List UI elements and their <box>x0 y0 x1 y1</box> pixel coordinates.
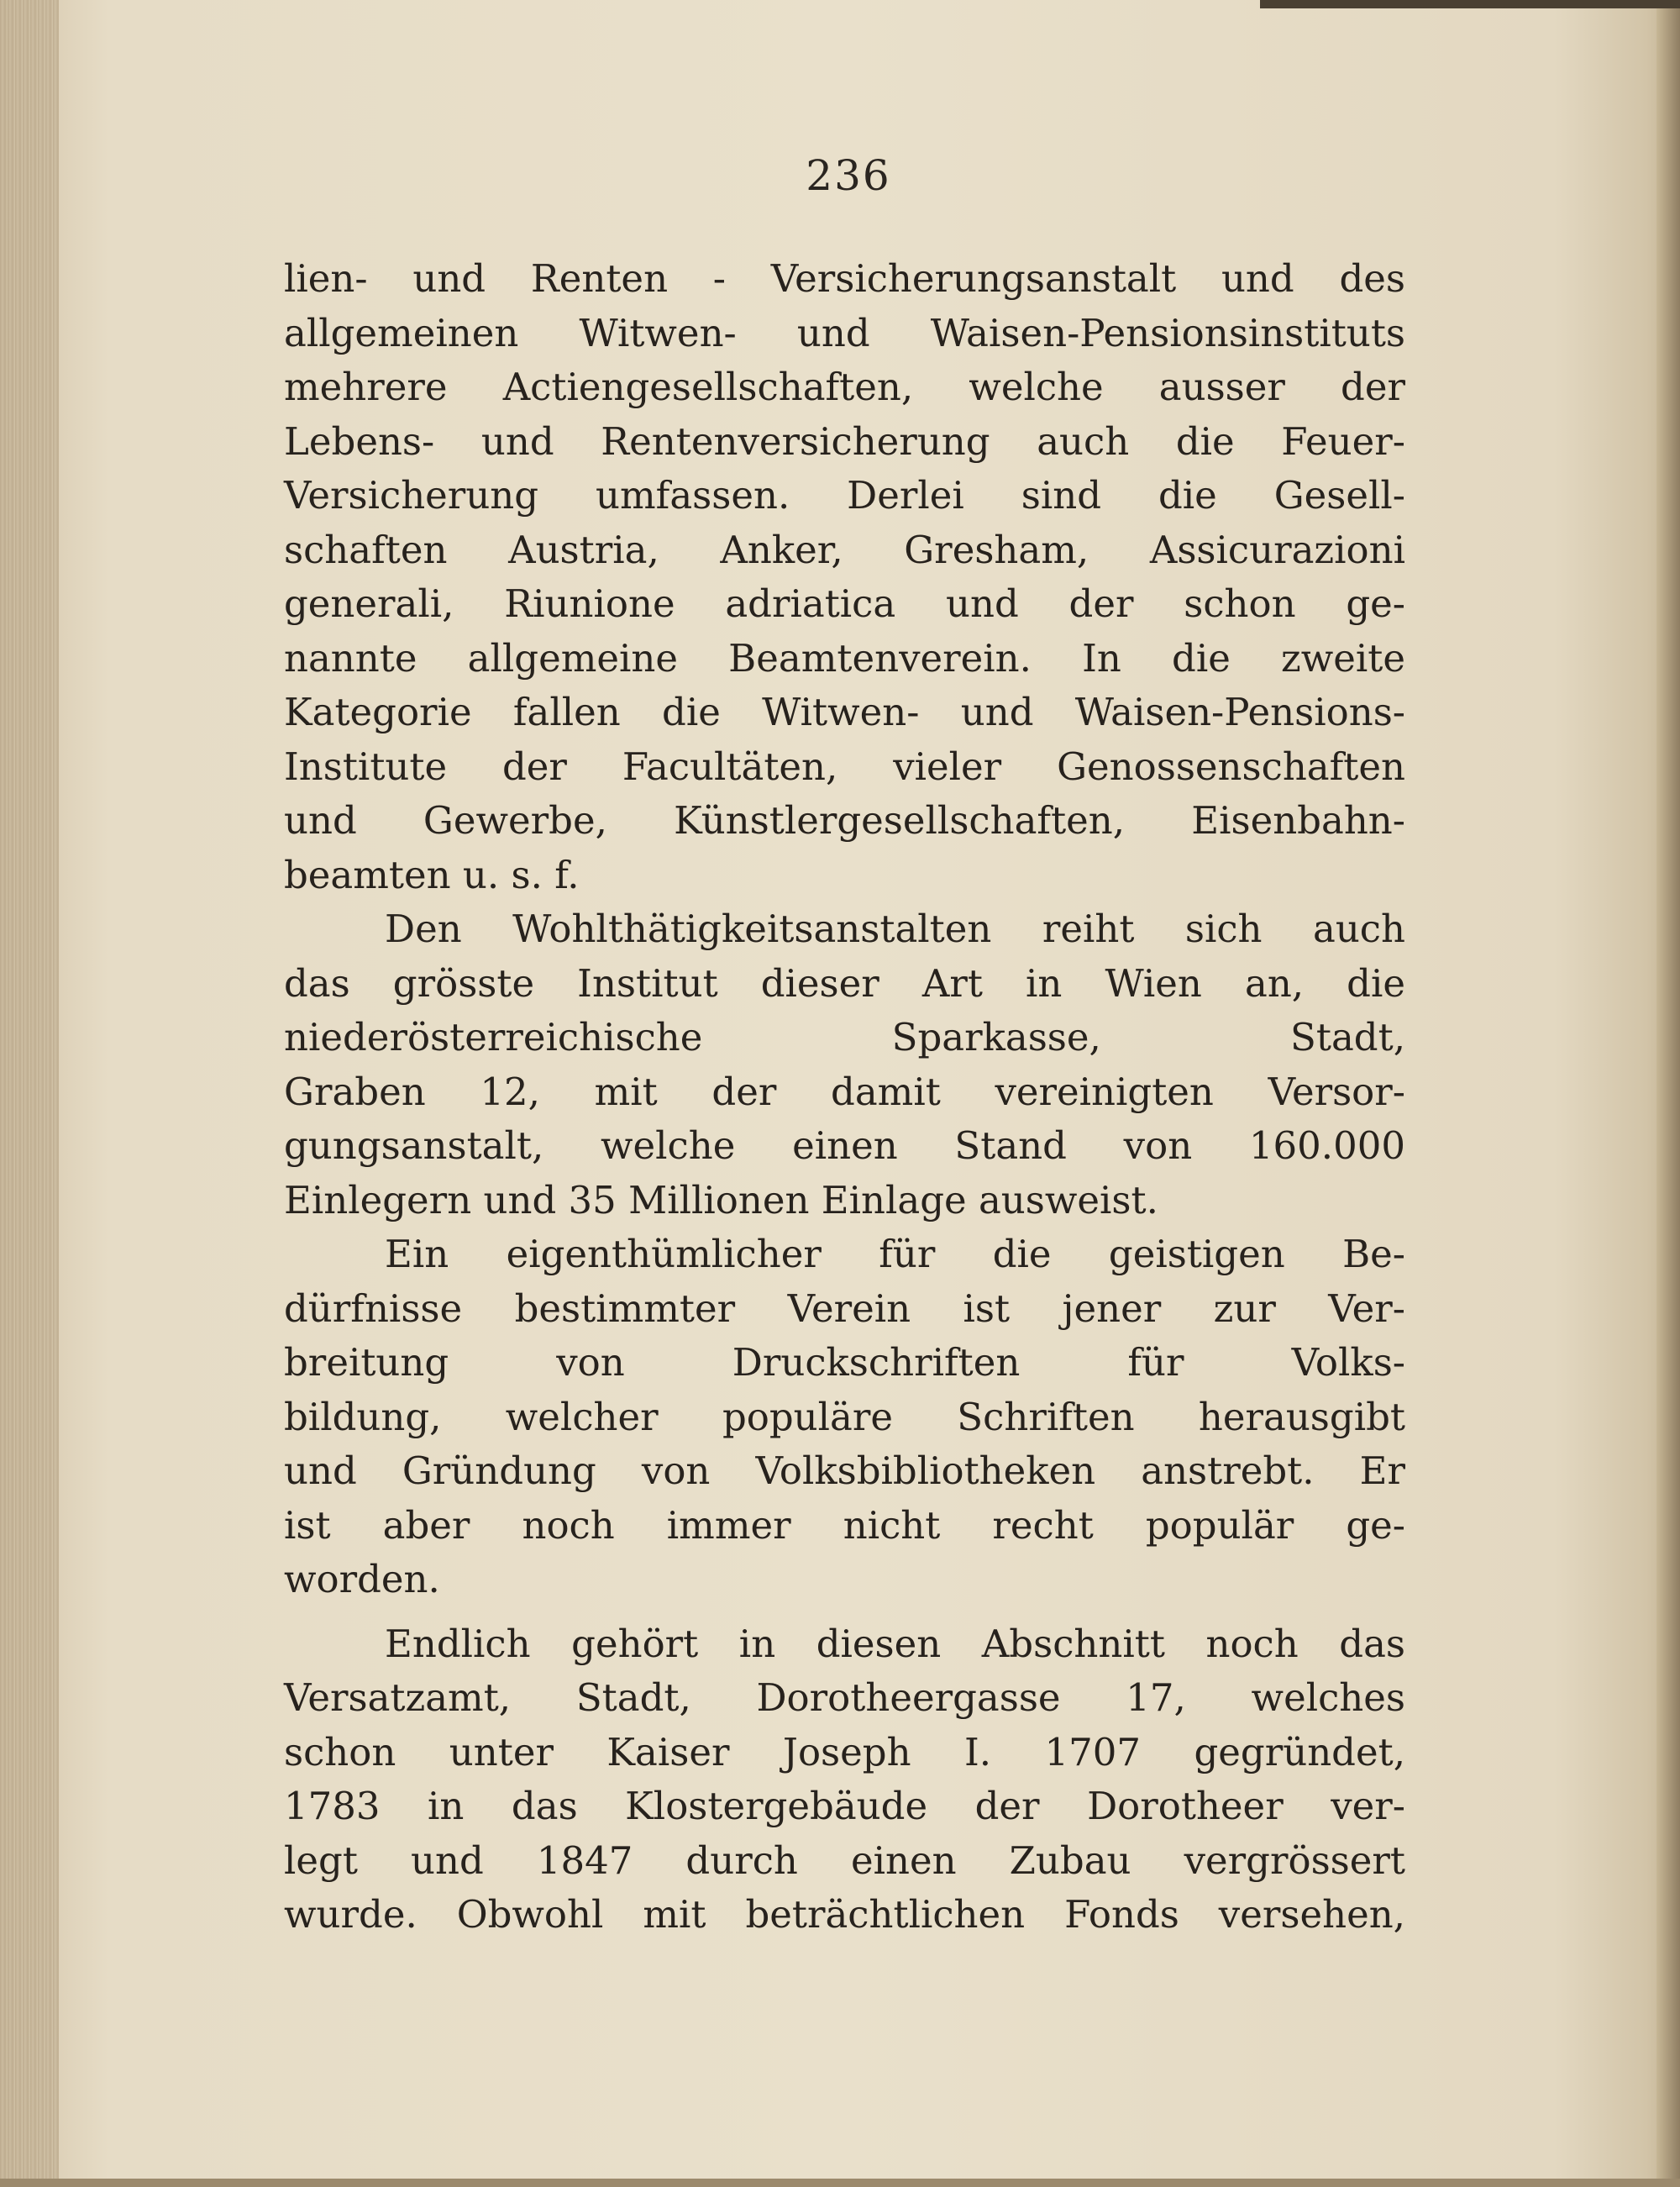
text-line: niederösterreichische Sparkasse, Stadt, <box>284 1015 1405 1059</box>
text-line: 1783 in das Klostergebäude der Dorotheer ver- <box>284 1784 1405 1828</box>
text-line: Versatzamt, Stadt, Dorotheergasse 17, welches <box>284 1675 1405 1720</box>
text-line: gungsanstalt, welche einen Stand von 160.000 <box>284 1123 1405 1168</box>
text-line: Lebens- und Rentenversicherung auch die Feuer- <box>284 418 1405 464</box>
page-right-edge <box>1656 0 1680 2187</box>
text-line: schon unter Kaiser Joseph I. 1707 gegründet, <box>284 1729 1405 1774</box>
text-line: generali, Riunione adriatica und der schon ge- <box>284 581 1405 626</box>
text-line: Einlegern und 35 Millionen Einlage ausweist. <box>284 1177 1158 1222</box>
text-line: dürfnisse bestimmter Verein ist jener zur Ver- <box>284 1285 1405 1331</box>
body-text <box>284 252 1405 1943</box>
page-bottom-edge <box>0 2179 1680 2187</box>
text-line: nannte allgemeine Beamtenverein. In die zweite <box>284 635 1405 681</box>
text-line: worden. <box>284 1557 440 1601</box>
text-line: bildung, welcher populäre Schriften herausgibt <box>284 1394 1405 1439</box>
text-line: allgemeinen Witwen- und Waisen-Pensionsinstituts <box>284 310 1405 355</box>
paragraph-start-line: Endlich gehört in diesen Abschnitt noch das <box>385 1621 1405 1666</box>
text-line: das grösste Institut dieser Art in Wien an, die <box>284 960 1405 1006</box>
paragraph-start-line: Den Wohlthätigkeitsanstalten reiht sich auch <box>385 907 1405 951</box>
text-line: breitung von Druckschriften für Volks- <box>284 1340 1405 1385</box>
text-line: beamten u. s. f. <box>284 852 580 897</box>
text-line: legt und 1847 durch einen Zubau vergrössert <box>284 1837 1405 1883</box>
text-line: ist aber noch immer nicht recht populär ge- <box>284 1502 1405 1548</box>
text-line: Institute der Facultäten, vieler Genossenschaften <box>284 744 1405 789</box>
text-line: und Gewerbe, Künstlergesellschaften, Eisenbahn- <box>284 798 1405 843</box>
page-number: 236 <box>806 151 891 200</box>
paragraph-gap <box>284 1607 1405 1617</box>
book-gutter <box>0 0 59 2187</box>
text-line: Versicherung umfassen. Derlei sind die Gesell- <box>284 473 1405 518</box>
paragraph-start-line: Ein eigenthümlicher für die geistigen Be- <box>385 1232 1405 1276</box>
text-line: wurde. Obwohl mit beträchtlichen Fonds versehen, <box>284 1892 1405 1937</box>
text-line: schaften Austria, Anker, Gresham, Assicurazioni <box>284 527 1405 572</box>
text-line: und Gründung von Volksbibliotheken anstrebt. Er <box>284 1448 1405 1493</box>
text-line: Kategorie fallen die Witwen- und Waisen-Pensions- <box>284 690 1405 734</box>
text-line: lien- und Renten - Versicherungsanstalt und des <box>284 256 1405 301</box>
text-line: Graben 12, mit der damit vereinigten Versor- <box>284 1069 1405 1114</box>
page-top-edge <box>1260 0 1680 8</box>
text-line: mehrere Actiengesellschaften, welche ausser der <box>284 365 1405 409</box>
